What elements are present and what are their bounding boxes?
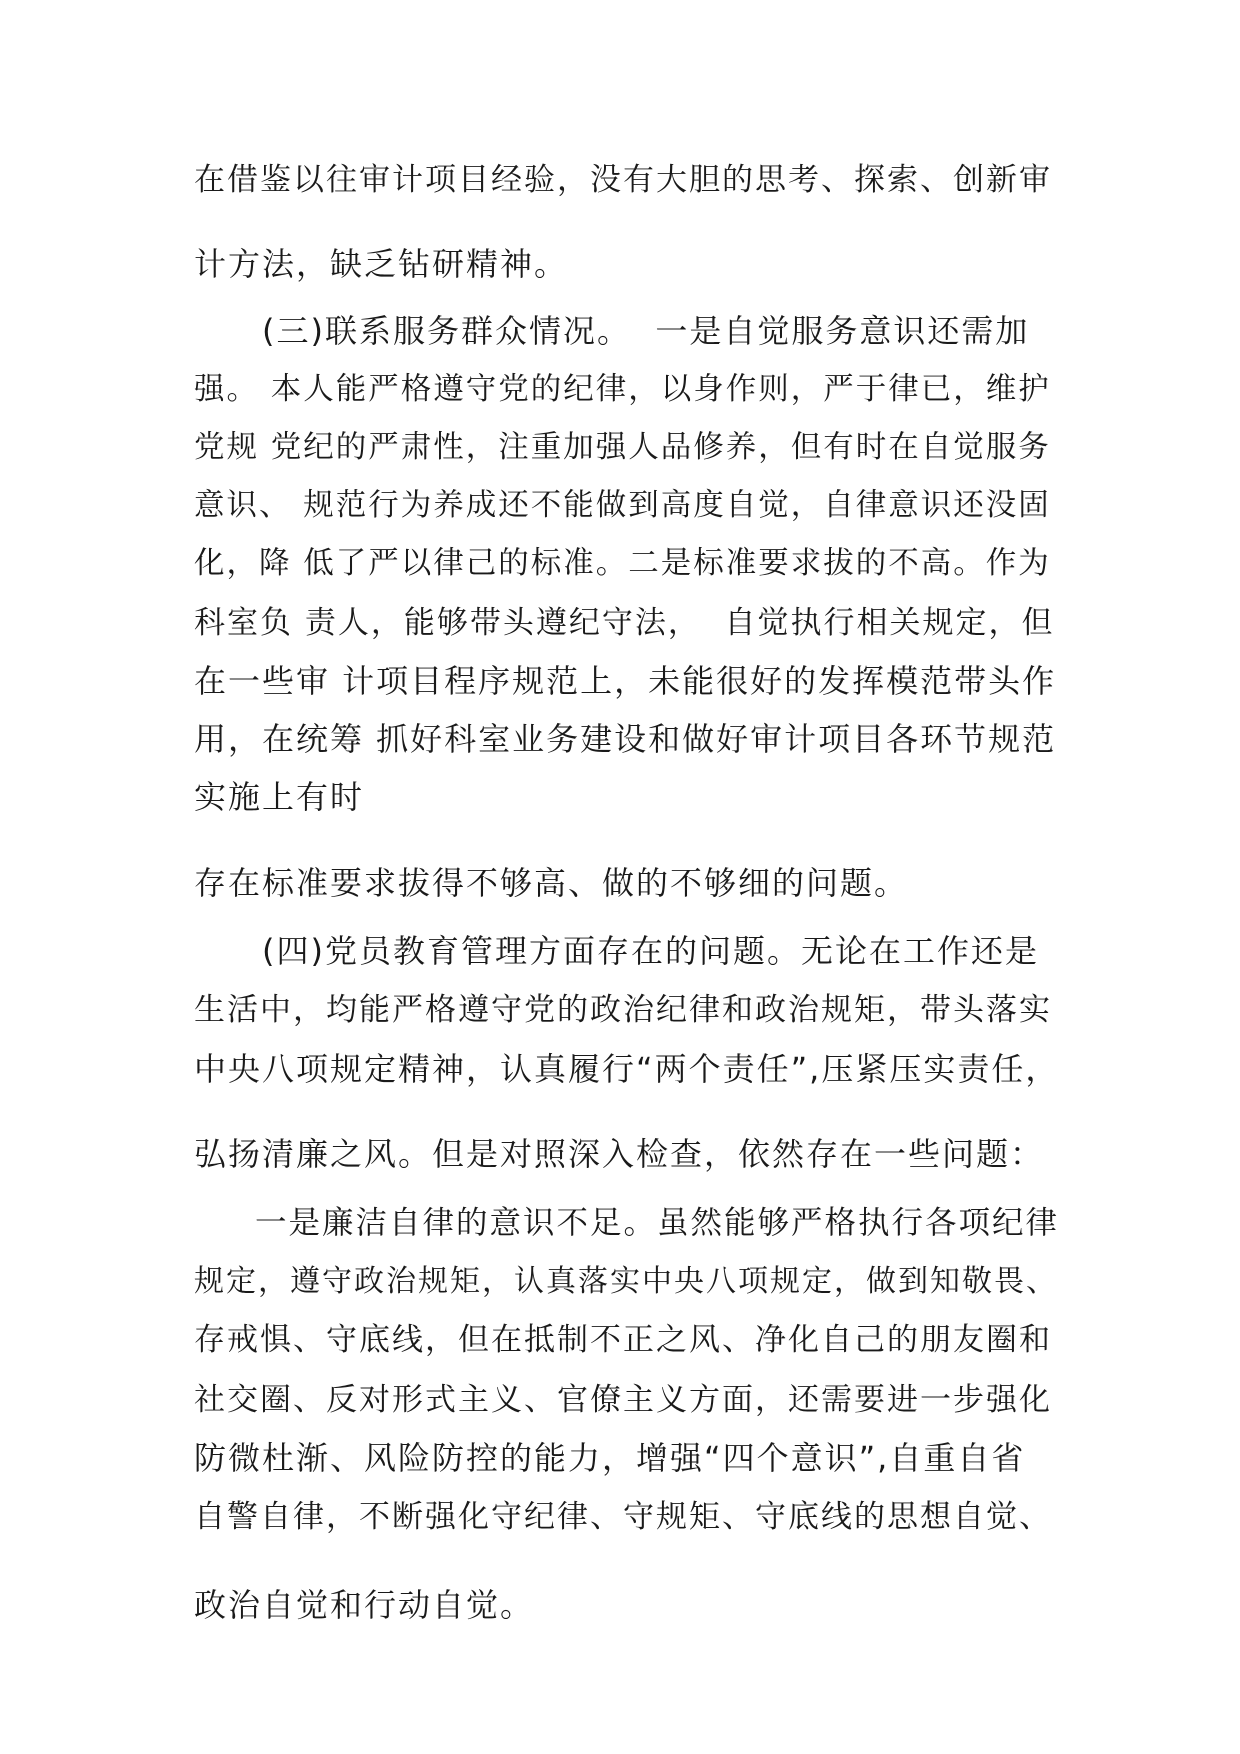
text-line: 防微杜渐、风险防控的能力，增强“四个意识”,自重自省 [194, 1439, 1026, 1477]
section-heading-4: (四)党员教育管理方面存在的问题。无论在工作还是 [262, 932, 1039, 970]
text-line: 用，在统筹 抓好科室业务建设和做好审计项目各环节规范 [194, 720, 1057, 758]
text-line: 存戒惧、守底线，但在抵制不正之风、净化自己的朋友圈和 [194, 1322, 1052, 1358]
text-line: 科室负 责人，能够带头遵纪守法， 自觉执行相关规定，但 [194, 605, 1055, 641]
text-line: 党规 党纪的严肃性，注重加强人品修养，但有时在自觉服务 [194, 430, 1051, 465]
text-line: 自警自律，不断强化守纪律、守规矩、守底线的思想自觉、 [194, 1499, 1052, 1535]
text-line: 一是廉洁自律的意识不足。虽然能够严格执行各项纪律 [255, 1205, 1060, 1241]
text-line: 在借鉴以往审计项目经验，没有大胆的思考、探索、创新审 [194, 162, 1052, 198]
text-line: 在一些审 计项目程序规范上，未能很好的发挥模范带头作 [194, 662, 1057, 700]
text-line: 计方法，缺乏钻研精神。 [194, 245, 569, 283]
text-line: 弘扬清廉之风。但是对照深入检查，依然存在一些问题： [194, 1135, 1045, 1173]
text-line: 实施上有时 [194, 778, 365, 816]
text-line: 生活中，均能严格遵守党的政治纪律和政治规矩，带头落实 [194, 992, 1052, 1028]
text-line: 意识、 规范行为养成还不能做到高度自觉，自律意识还没固 [194, 488, 1051, 523]
text-line: 政治自觉和行动自觉。 [194, 1586, 535, 1624]
text-line: 化，降 低了严以律己的标准。二是标准要求拔的不高。作为 [194, 546, 1051, 581]
text-line: 规定，遵守政治规矩，认真落实中央八项规定，做到知敬畏、 [194, 1264, 1058, 1299]
text-line: 强。 本人能严格遵守党的纪律，以身作则，严于律已，维护 [194, 372, 1051, 407]
text-line: 社交圈、反对形式主义、官僚主义方面，还需要进一步强化 [194, 1382, 1052, 1418]
text-line: 存在标准要求拔得不够高、做的不够细的问题。 [194, 864, 909, 902]
section-heading-3: (三)联系服务群众情况。 一是自觉服务意识还需加 [262, 312, 1030, 350]
text-line: 中央八项规定精神，认真履行“两个责任”,压紧压实责任， [194, 1050, 1060, 1088]
